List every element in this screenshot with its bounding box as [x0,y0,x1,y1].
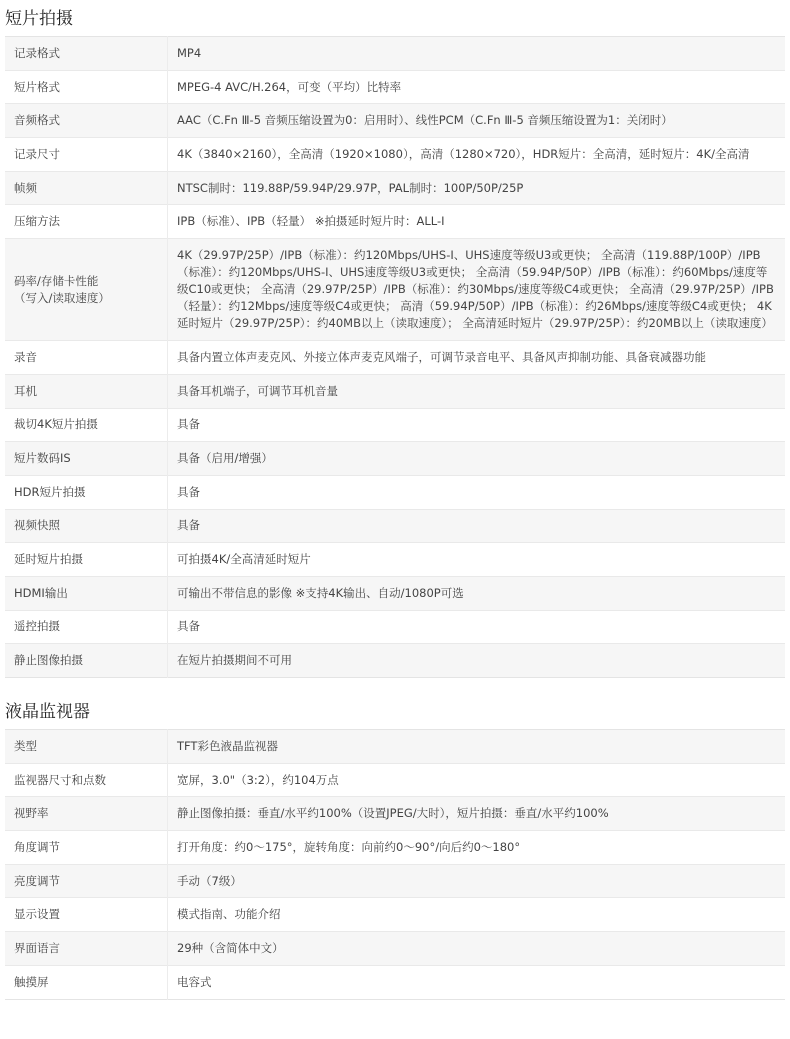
spec-label: 短片数码IS [5,442,168,476]
spec-label: HDMI输出 [5,576,168,610]
section-title-movie: 短片拍摄 [5,9,73,29]
spec-label: 监视器尺寸和点数 [5,763,168,797]
spec-label: HDR短片拍摄 [5,475,168,509]
spec-label: 耳机 [5,374,168,408]
spec-label: 延时短片拍摄 [5,543,168,577]
spec-label: 视野率 [5,797,168,831]
table-row [5,730,785,764]
spec-value: 可拍摄4K/全高清延时短片 [168,543,786,577]
spec-label: 视频快照 [5,509,168,543]
spec-table-movie [5,36,785,678]
spec-label-line1: 码率/存储卡性能 [14,273,99,288]
spec-value: IPB（标准）、IPB（轻量） ※拍摄延时短片时：ALL-I [168,205,786,239]
spec-value: 打开角度：约0～175°，旋转角度：向前约0～90°/向后约0～180° [168,831,786,865]
table-row [5,576,785,610]
spec-label: 记录尺寸 [5,138,168,172]
table-row [5,205,785,239]
spec-label: 触摸屏 [5,965,168,999]
spec-label: 静止图像拍摄 [5,644,168,678]
spec-label: 遥控拍摄 [5,610,168,644]
spec-label: 类型 [5,730,168,764]
spec-value: 模式指南、功能介绍 [168,898,786,932]
table-row [5,965,785,999]
table-row [5,239,785,341]
spec-value: MP4 [168,37,786,71]
spec-label: 记录格式 [5,37,168,71]
spec-value: 静止图像拍摄：垂直/水平约100%（设置JPEG/大时），短片拍摄：垂直/水平约100% [168,797,786,831]
table-row [5,475,785,509]
spec-label: 角度调节 [5,831,168,865]
table-row [5,374,785,408]
table-row [5,831,785,865]
spec-value: 具备 [168,475,786,509]
table-row [5,543,785,577]
spec-value: 4K（29.97P/25P）/IPB（标准）：约120Mbps/UHS-I、UHS速度等级U3或更快； 全高清（119.88P/100P）/IPB（标准）：约120Mbps/UHS-I、UHS速度等级U3或更快； 全高清（59.94P/50P）/IPB（标准）：约60Mbps/速度等级C10或更快； 全高清（29.97P/25P）/IPB（标准）：约30Mbps/速度等级C4或更快； 全高清（29.97P/25P）/IPB（轻量）：约12Mbps/速度等级C4或更快； 高清（59.94P/50P）/IPB（标准）：约26Mbps/速度等级C4或更快； 4K延时短片（29.97P/25P）：约40MB以上（读取速度）； 全高清延时短片（29.97P/25P）：约20MB以上（读取速度） [168,239,786,341]
table-row [5,37,785,71]
table-row [5,341,785,375]
spec-label: 音频格式 [5,104,168,138]
spec-table-lcd-monitor [5,729,785,1000]
spec-label: 界面语言 [5,932,168,966]
spec-value: 手动（7级） [168,864,786,898]
spec-value: MPEG-4 AVC/H.264，可变（平均）比特率 [168,70,786,104]
table-row [5,442,785,476]
spec-value: 具备（启用/增强） [168,442,786,476]
spec-value: 电容式 [168,965,786,999]
spec-label-line2: （写入/读取速度） [14,290,110,305]
table-row [5,610,785,644]
spec-label: 压缩方法 [5,205,168,239]
spec-value: 29种（含简体中文） [168,932,786,966]
spec-label [5,239,168,341]
spec-value: 具备内置立体声麦克风、外接立体声麦克风端子，可调节录音电平、具备风声抑制功能、具备衰减器功能 [168,341,786,375]
spec-value: 具备 [168,509,786,543]
table-row [5,797,785,831]
table-row [5,932,785,966]
spec-label: 短片格式 [5,70,168,104]
spec-label: 录音 [5,341,168,375]
table-row [5,408,785,442]
table-row [5,171,785,205]
spec-value: 4K（3840×2160），全高清（1920×1080），高清（1280×720），HDR短片：全高清，延时短片：4K/全高清 [168,138,786,172]
spec-label: 显示设置 [5,898,168,932]
spec-value: 具备 [168,610,786,644]
table-row [5,509,785,543]
table-row [5,898,785,932]
table-row [5,104,785,138]
table-row [5,763,785,797]
spec-value: 在短片拍摄期间不可用 [168,644,786,678]
spec-label: 亮度调节 [5,864,168,898]
spec-value: TFT彩色液晶监视器 [168,730,786,764]
spec-value: 宽屏，3.0"（3:2），约104万点 [168,763,786,797]
spec-label: 帧频 [5,171,168,205]
table-row [5,644,785,678]
table-row [5,70,785,104]
spec-value: 可输出不带信息的影像 ※支持4K输出、自动/1080P可选 [168,576,786,610]
spec-value: NTSC制时：119.88P/59.94P/29.97P，PAL制时：100P/50P/25P [168,171,786,205]
section-title-lcd-monitor: 液晶监视器 [5,702,90,722]
table-row [5,864,785,898]
spec-label: 裁切4K短片拍摄 [5,408,168,442]
spec-value: AAC（C.Fn Ⅲ-5 音频压缩设置为0：启用时）、线性PCM（C.Fn Ⅲ-5 音频压缩设置为1：关闭时） [168,104,786,138]
table-row [5,138,785,172]
spec-value: 具备耳机端子，可调节耳机音量 [168,374,786,408]
spec-value: 具备 [168,408,786,442]
